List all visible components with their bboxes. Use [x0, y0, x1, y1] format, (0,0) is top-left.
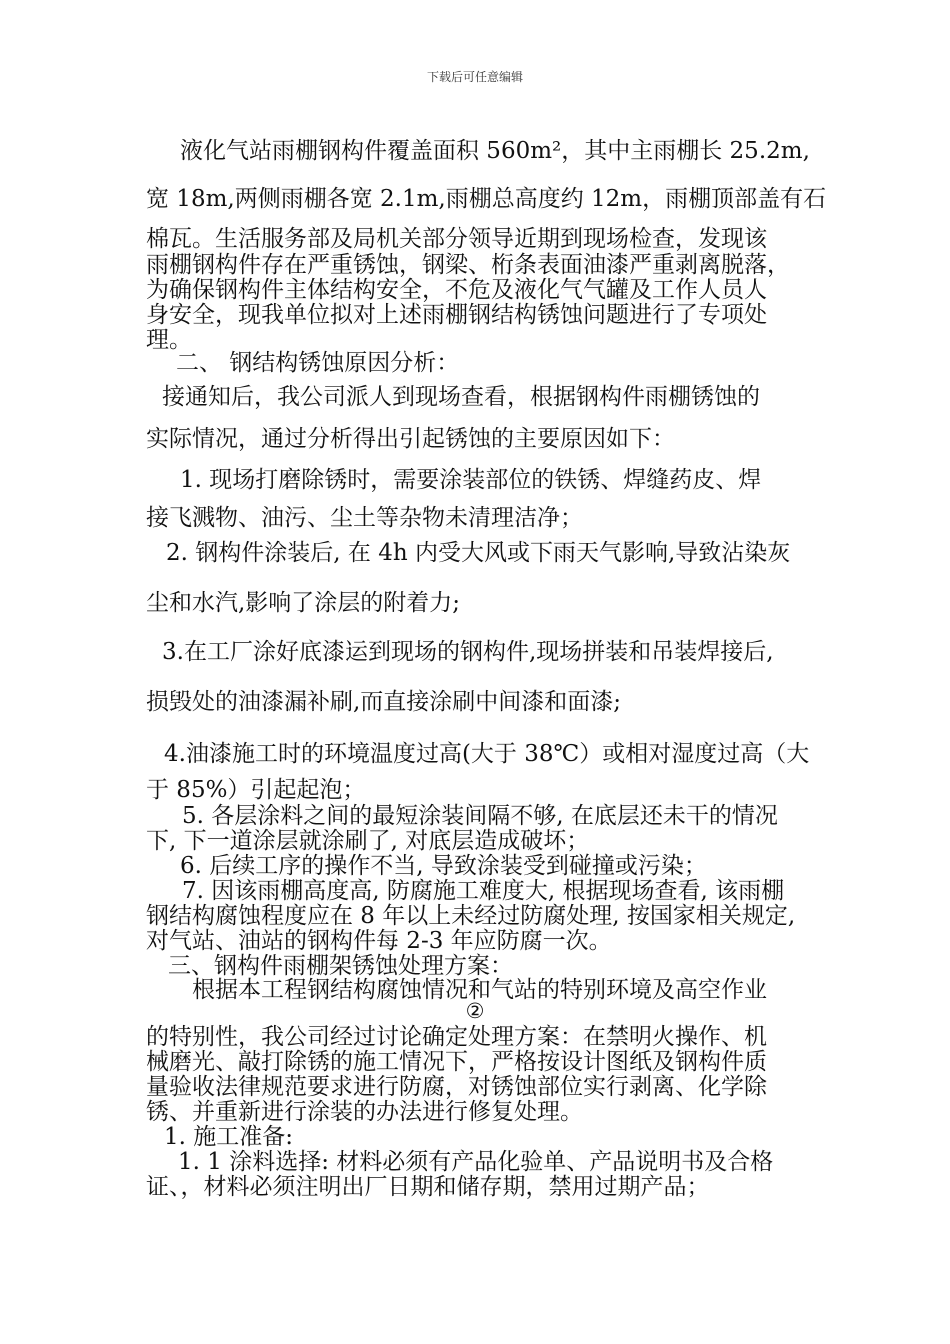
section-heading: 二、 钢结构锈蚀原因分析： — [176, 350, 460, 376]
paragraph-line: 接通知后，我公司派人到现场查看，根据钢构件雨棚锈蚀的 — [162, 384, 760, 410]
list-item: 损毁处的油漆漏补刷,而直接涂刷中间漆和面漆; — [146, 689, 622, 715]
list-item: 于 85%）引起起泡； — [146, 777, 366, 803]
list-item: 接飞溅物、油污、尘土等杂物未清理洁净； — [146, 505, 583, 531]
list-item: 1. 现场打磨除锈时，需要涂装部位的铁锈、焊缝药皮、焊 — [180, 467, 762, 493]
paragraph-line: 证、，材料必须注明出厂日期和储存期，禁用过期产品； — [146, 1174, 710, 1200]
list-item: 6. 后续工序的操作不当, 导致涂装受到碰撞或污染； — [180, 853, 707, 879]
list-item: 4.油漆施工时的环境温度过高(大于 38℃）或相对湿度过高（大 — [164, 741, 810, 767]
paragraph-line: 实际情况，通过分析得出引起锈蚀的主要原因如下： — [146, 426, 675, 452]
list-item: 对气站、油站的钢构件每 2-3 年应防腐一次。 — [146, 928, 612, 954]
paragraph-line: 的特别性，我公司经过讨论确定处理方案：在禁明火操作、机 — [146, 1024, 767, 1050]
page-header: 下载后可任意编辑 — [426, 70, 523, 84]
section-heading: 三、钢构件雨棚架锈蚀处理方案： — [168, 953, 513, 979]
list-item: 3.在工厂涂好底漆运到现场的钢构件,现场拼装和吊装焊接后, — [162, 639, 774, 665]
paragraph-line: 雨棚钢构件存在严重锈蚀，钢梁、桁条表面油漆严重剥离脱落， — [146, 252, 790, 278]
paragraph-line: 械磨光、敲打除锈的施工情况下，严格按设计图纸及钢构件质 — [146, 1049, 767, 1075]
list-item: 2. 钢构件涂装后, 在 4h 内受大风或下雨天气影响,导致沾染灰 — [166, 540, 791, 566]
paragraph-line: 宽 18m,两侧雨棚各宽 2.1m,雨棚总高度约 12m，雨棚顶部盖有石 — [146, 186, 827, 212]
list-item: 钢结构腐蚀程度应在 8 年以上未经过防腐处理, 按国家相关规定, — [146, 903, 796, 929]
paragraph-line: 棉瓦。生活服务部及局机关部分领导近期到现场检查，发现该 — [146, 226, 767, 252]
list-item: 7. 因该雨棚高度高, 防腐施工难度大, 根据现场查看, 该雨棚 — [182, 878, 785, 904]
list-item: 下, 下一道涂层就涂刷了, 对底层造成破坏； — [146, 828, 590, 854]
paragraph-line: 液化气站雨棚钢构件覆盖面积 560m²，其中主雨棚长 25.2m, — [180, 138, 810, 164]
paragraph-line: 锈、并重新进行涂装的办法进行修复处理。 — [146, 1099, 583, 1125]
paragraph-line: 1. 1 涂料选择: 材料必须有产品化验单、产品说明书及合格 — [178, 1149, 774, 1175]
paragraph-line: 身安全，现我单位拟对上述雨棚钢结构锈蚀问题进行了专项处 — [146, 302, 767, 328]
list-item: 5. 各层涂料之间的最短涂装间隔不够, 在底层还未干的情况 — [182, 803, 778, 829]
paragraph-line: 为确保钢构件主体结构安全，不危及液化气气罐及工作人员人 — [146, 277, 767, 303]
paragraph-line: 理。 — [146, 327, 192, 353]
list-item: 尘和水汽,影响了涂层的附着力; — [146, 590, 461, 616]
paragraph-line: 量验收法律规范要求进行防腐，对锈蚀部位实行剥离、化学除 — [146, 1074, 767, 1100]
page-number-marker: ② — [465, 999, 485, 1023]
subsection-heading: 1. 施工准备: — [164, 1124, 294, 1150]
paragraph-line: 根据本工程钢结构腐蚀情况和气站的特别环境及高空作业 — [192, 977, 767, 1003]
